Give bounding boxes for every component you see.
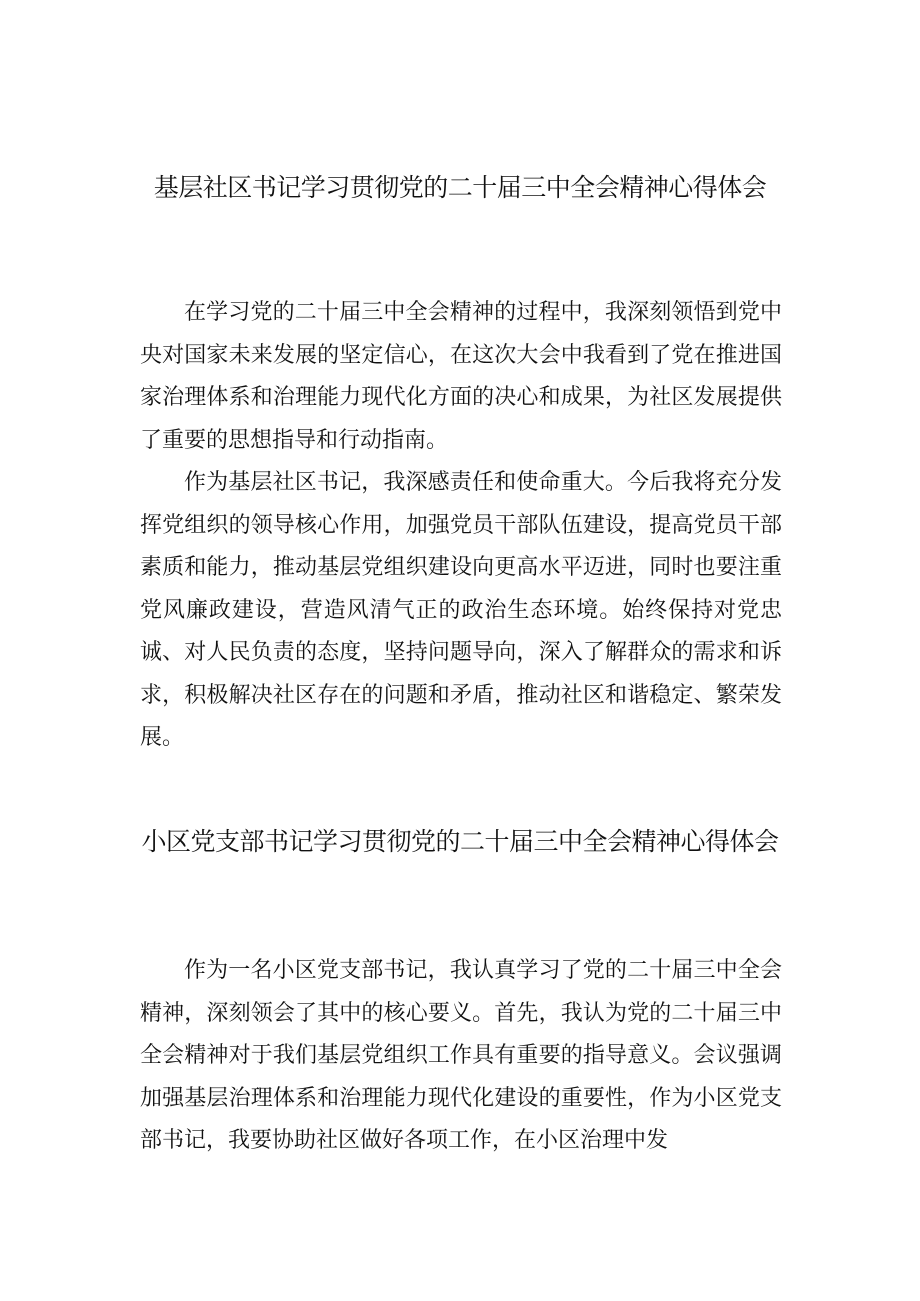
section-2-body <box>140 950 782 1163</box>
section-1-body <box>140 292 782 760</box>
section-1-title: 基层社区书记学习贯彻党的二十届三中全会精神心得体会 <box>153 173 767 202</box>
section-2-paragraph-1: 作为一名小区党支部书记，我认真学习了党的二十届三中全会精神，深刻领会了其中的核心要义。首先，我认为党的二十届三中全会精神对于我们基层党组织工作具有重要的指导意义。会议强调加强基层治理体系和治理能力现代化建设的重要性，作为小区党支部书记，我要协助社区做好各项工作，在小区治理中发 <box>140 958 782 1153</box>
section-1-paragraph-1: 在学习党的二十届三中全会精神的过程中，我深刻领悟到党中央对国家未来发展的坚定信心，在这次大会中我看到了党在推进国家治理体系和治理能力现代化方面的决心和成果，为社区发展提供了重要的思想指导和行动指南。 <box>140 300 782 453</box>
section-2-title: 小区党支部书记学习贯彻党的二十届三中全会精神心得体会 <box>141 827 779 856</box>
section-1-paragraph-2: 作为基层社区书记，我深感责任和使命重大。今后我将充分发挥党组织的领导核心作用，加强党员干部队伍建设，提高党员干部素质和能力，推动基层党组织建设向更高水平迈进，同时也要注重党风廉政建设，营造风清气正的政治生态环境。始终保持对党忠诚、对人民负责的态度，坚持问题导向，深入了解群众的需求和诉求，积极解决社区存在的问题和矛盾，推动社区和谐稳定、繁荣发展。 <box>140 470 782 750</box>
